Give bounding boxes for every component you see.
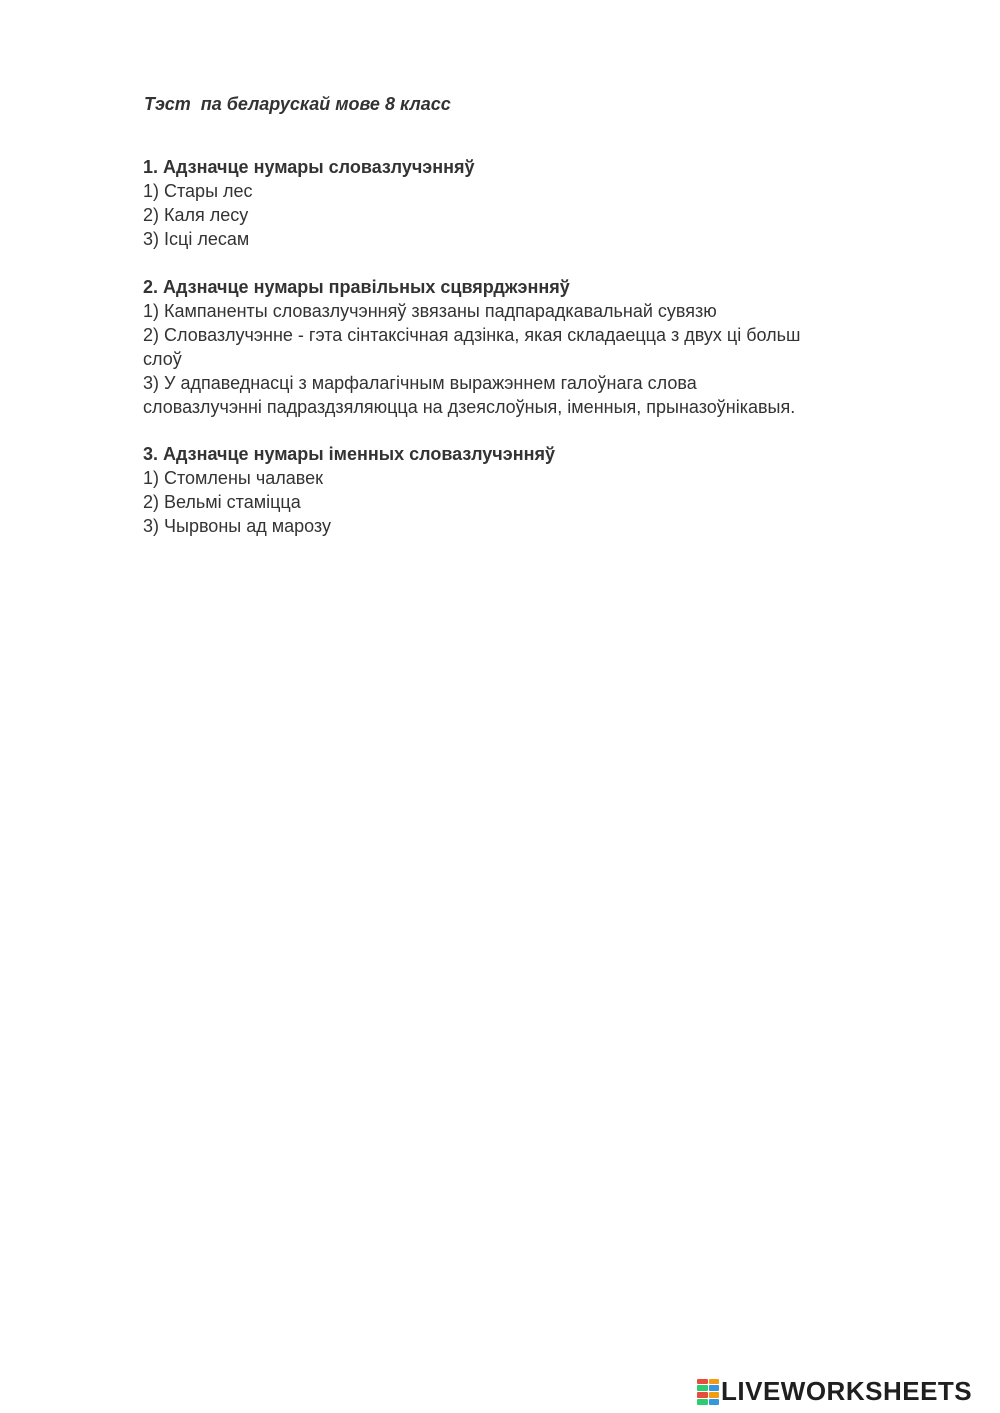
logo-block-green	[697, 1385, 708, 1391]
answer-option: 2) Вельмі стаміцца	[143, 492, 301, 512]
liveworksheets-logo	[697, 1376, 972, 1407]
question-heading: 1. Адзначце нумары словазлучэнняў	[143, 157, 475, 177]
answer-option: 1) Стомлены чалавек	[143, 468, 323, 488]
question-2	[143, 275, 863, 419]
logo-block-green	[697, 1399, 708, 1405]
answer-option-continuation: словазлучэнні падраздзяляюцца на дзеяслоўныя, іменныя, прыназоўнікавыя.	[143, 397, 796, 417]
answer-option: 2) Каля лесу	[143, 205, 249, 225]
liveworksheets-logo-icon	[697, 1379, 719, 1405]
logo-block-blue	[709, 1385, 720, 1391]
question-heading: 3. Адзначце нумары іменных словазлучэнняў	[143, 444, 555, 464]
answer-option: 3) У адпаведнасці з марфалагічным выражэннем галоўнага слова	[143, 373, 697, 393]
answer-option: 3) Ісці лесам	[143, 229, 250, 249]
logo-block-orange	[709, 1379, 720, 1385]
answer-option: 1) Стары лес	[143, 181, 253, 201]
answer-option: 2) Словазлучэнне - гэта сінтаксічная адзінка, якая складаецца з двух ці больш	[143, 325, 801, 345]
logo-block-blue	[709, 1399, 720, 1405]
question-3	[143, 442, 863, 538]
question-heading: 2. Адзначце нумары правільных сцвярджэнняў	[143, 277, 570, 297]
answer-option: 1) Кампаненты словазлучэнняў звязаны падпарадкавальнай сувязю	[143, 301, 717, 321]
logo-block-red	[697, 1379, 708, 1385]
answer-option-continuation: слоў	[143, 349, 182, 369]
answer-option: 3) Чырвоны ад марозу	[143, 516, 331, 536]
logo-block-orange	[709, 1392, 720, 1398]
document-title: Тэст па беларускай мове 8 класс	[144, 94, 451, 114]
liveworksheets-logo-text: LIVEWORKSHEETS	[721, 1376, 973, 1406]
question-1	[143, 155, 863, 251]
logo-block-red	[697, 1392, 708, 1398]
